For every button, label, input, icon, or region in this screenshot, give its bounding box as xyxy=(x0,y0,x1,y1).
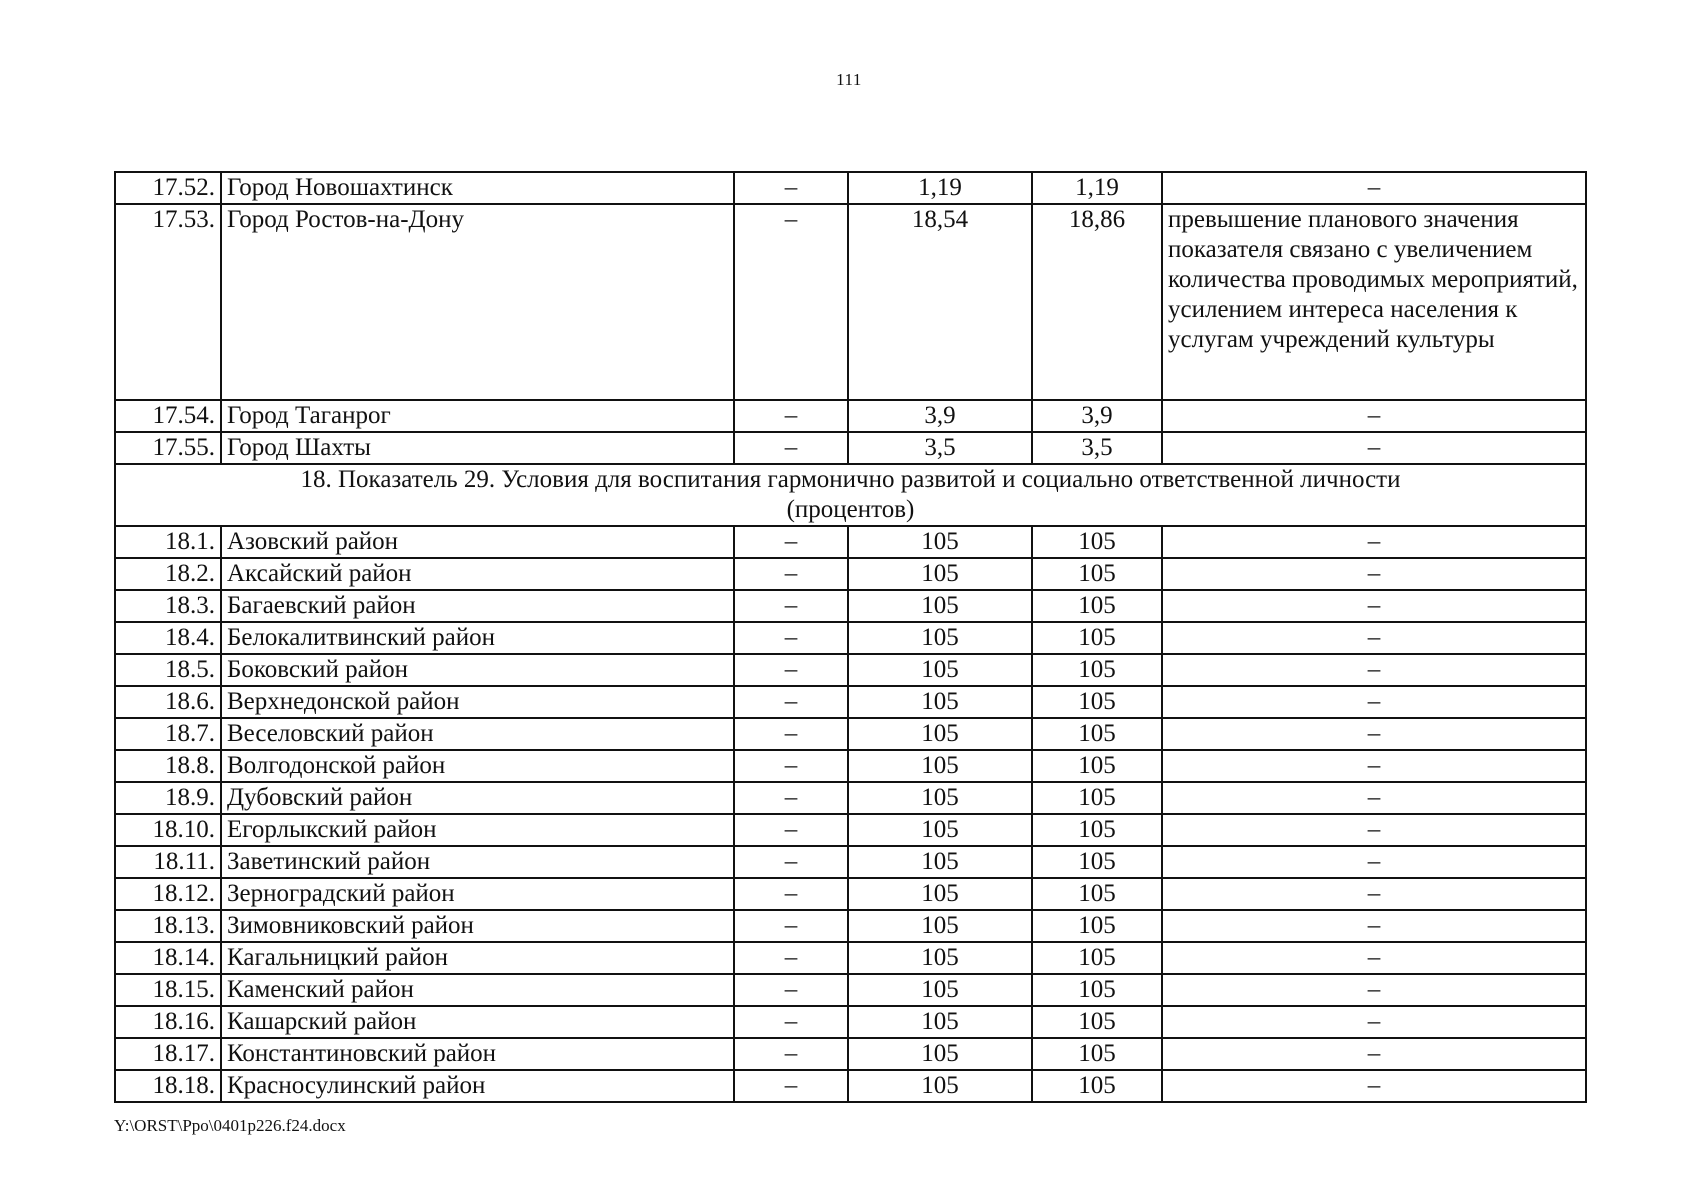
row-number: 18.14. xyxy=(115,942,221,974)
table-row xyxy=(115,686,1586,718)
row-territory: Зерноградский район xyxy=(221,878,734,910)
row-fact-value: 105 xyxy=(1032,1070,1162,1102)
file-path-footer: Y:\ORST\Ppo\0401p226.f24.docx xyxy=(114,1116,346,1135)
row-plan-value: 3,9 xyxy=(848,400,1032,432)
row-number: 18.3. xyxy=(115,590,221,622)
row-note: – xyxy=(1162,558,1586,590)
row-territory: Заветинский район xyxy=(221,846,734,878)
row-territory: Красносулинский район xyxy=(221,1070,734,1102)
row-plan-value: 105 xyxy=(848,910,1032,942)
row-base-value: – xyxy=(734,654,848,686)
row-note: – xyxy=(1162,622,1586,654)
row-plan-value: 105 xyxy=(848,622,1032,654)
row-fact-value: 105 xyxy=(1032,942,1162,974)
table-row xyxy=(115,526,1586,558)
row-base-value: – xyxy=(734,750,848,782)
row-territory: Азовский район xyxy=(221,526,734,558)
table-body-top xyxy=(115,172,1586,464)
row-fact-value: 105 xyxy=(1032,718,1162,750)
row-base-value: – xyxy=(734,846,848,878)
row-plan-value: 105 xyxy=(848,590,1032,622)
table-row xyxy=(115,718,1586,750)
table-row xyxy=(115,974,1586,1006)
row-base-value: – xyxy=(734,1070,848,1102)
row-number: 18.5. xyxy=(115,654,221,686)
table-row xyxy=(115,782,1586,814)
row-territory: Волгодонской район xyxy=(221,750,734,782)
row-number: 18.9. xyxy=(115,782,221,814)
row-note: – xyxy=(1162,432,1586,464)
row-territory: Аксайский район xyxy=(221,558,734,590)
row-note: – xyxy=(1162,1038,1586,1070)
table-row xyxy=(115,910,1586,942)
row-note: – xyxy=(1162,1070,1586,1102)
row-plan-value: 1,19 xyxy=(848,172,1032,204)
row-plan-value: 105 xyxy=(848,974,1032,1006)
row-number: 18.16. xyxy=(115,1006,221,1038)
row-number: 17.55. xyxy=(115,432,221,464)
row-number: 18.8. xyxy=(115,750,221,782)
row-plan-value: 105 xyxy=(848,558,1032,590)
table-row xyxy=(115,878,1586,910)
row-fact-value: 105 xyxy=(1032,558,1162,590)
table-row xyxy=(115,622,1586,654)
row-territory: Егорлыкский район xyxy=(221,814,734,846)
row-number: 18.12. xyxy=(115,878,221,910)
row-base-value: – xyxy=(734,974,848,1006)
row-fact-value: 105 xyxy=(1032,910,1162,942)
row-fact-value: 18,86 xyxy=(1032,204,1162,400)
row-fact-value: 105 xyxy=(1032,878,1162,910)
row-number: 18.10. xyxy=(115,814,221,846)
row-fact-value: 105 xyxy=(1032,846,1162,878)
page-number: 111 xyxy=(836,70,862,89)
row-territory: Константиновский район xyxy=(221,1038,734,1070)
table-row xyxy=(115,1070,1586,1102)
row-number: 18.11. xyxy=(115,846,221,878)
table-body-bottom xyxy=(115,526,1586,1102)
row-plan-value: 3,5 xyxy=(848,432,1032,464)
row-plan-value: 105 xyxy=(848,846,1032,878)
row-number: 18.13. xyxy=(115,910,221,942)
row-fact-value: 105 xyxy=(1032,622,1162,654)
table-row xyxy=(115,814,1586,846)
row-base-value: – xyxy=(734,172,848,204)
row-note: превышение планового значения показателя связано с увеличением количества проводимых мероприятий, усилением интереса населения к услугам учреждений культуры xyxy=(1162,204,1586,400)
row-base-value: – xyxy=(734,526,848,558)
row-territory: Город Ростов-на-Дону xyxy=(221,204,734,400)
row-number: 18.17. xyxy=(115,1038,221,1070)
row-base-value: – xyxy=(734,1006,848,1038)
row-base-value: – xyxy=(734,814,848,846)
row-territory: Кагальницкий район xyxy=(221,942,734,974)
table-row xyxy=(115,590,1586,622)
row-note: – xyxy=(1162,526,1586,558)
row-territory: Каменский район xyxy=(221,974,734,1006)
row-base-value: – xyxy=(734,400,848,432)
row-number: 18.18. xyxy=(115,1070,221,1102)
row-number: 18.2. xyxy=(115,558,221,590)
row-base-value: – xyxy=(734,718,848,750)
row-territory: Багаевский район xyxy=(221,590,734,622)
row-fact-value: 105 xyxy=(1032,1038,1162,1070)
row-base-value: – xyxy=(734,1038,848,1070)
section-row xyxy=(115,464,1586,526)
row-note: – xyxy=(1162,1006,1586,1038)
row-fact-value: 105 xyxy=(1032,814,1162,846)
row-base-value: – xyxy=(734,558,848,590)
row-base-value: – xyxy=(734,782,848,814)
table-row xyxy=(115,400,1586,432)
row-fact-value: 105 xyxy=(1032,750,1162,782)
row-number: 18.4. xyxy=(115,622,221,654)
row-number: 18.7. xyxy=(115,718,221,750)
row-plan-value: 105 xyxy=(848,878,1032,910)
row-territory: Город Шахты xyxy=(221,432,734,464)
row-base-value: – xyxy=(734,204,848,400)
row-plan-value: 105 xyxy=(848,526,1032,558)
row-territory: Белокалитвинский район xyxy=(221,622,734,654)
row-fact-value: 1,19 xyxy=(1032,172,1162,204)
row-note: – xyxy=(1162,942,1586,974)
row-number: 18.15. xyxy=(115,974,221,1006)
row-fact-value: 3,9 xyxy=(1032,400,1162,432)
row-note: – xyxy=(1162,846,1586,878)
row-number: 17.54. xyxy=(115,400,221,432)
row-fact-value: 105 xyxy=(1032,526,1162,558)
row-note: – xyxy=(1162,910,1586,942)
row-base-value: – xyxy=(734,432,848,464)
table-row xyxy=(115,750,1586,782)
table-row xyxy=(115,204,1586,400)
row-number: 17.53. xyxy=(115,204,221,400)
row-note: – xyxy=(1162,590,1586,622)
row-base-value: – xyxy=(734,942,848,974)
row-territory: Верхнедонской район xyxy=(221,686,734,718)
section-title: 18. Показатель 29. Условия для воспитания гармонично развитой и социально ответственной личности (процентов) xyxy=(115,464,1586,526)
row-note: – xyxy=(1162,878,1586,910)
row-note: – xyxy=(1162,782,1586,814)
row-base-value: – xyxy=(734,622,848,654)
row-fact-value: 3,5 xyxy=(1032,432,1162,464)
row-plan-value: 105 xyxy=(848,782,1032,814)
row-plan-value: 105 xyxy=(848,942,1032,974)
row-note: – xyxy=(1162,400,1586,432)
row-note: – xyxy=(1162,686,1586,718)
table-row xyxy=(115,172,1586,204)
row-plan-value: 105 xyxy=(848,654,1032,686)
table-row xyxy=(115,942,1586,974)
row-plan-value: 105 xyxy=(848,750,1032,782)
row-note: – xyxy=(1162,718,1586,750)
row-note: – xyxy=(1162,654,1586,686)
row-territory: Дубовский район xyxy=(221,782,734,814)
row-plan-value: 105 xyxy=(848,814,1032,846)
row-plan-value: 105 xyxy=(848,1006,1032,1038)
row-note: – xyxy=(1162,814,1586,846)
row-base-value: – xyxy=(734,590,848,622)
row-plan-value: 105 xyxy=(848,718,1032,750)
section-header xyxy=(115,464,1586,526)
row-plan-value: 18,54 xyxy=(848,204,1032,400)
table-row xyxy=(115,654,1586,686)
row-territory: Зимовниковский район xyxy=(221,910,734,942)
row-territory: Веселовский район xyxy=(221,718,734,750)
row-fact-value: 105 xyxy=(1032,974,1162,1006)
row-note: – xyxy=(1162,750,1586,782)
table-row xyxy=(115,846,1586,878)
row-number: 18.1. xyxy=(115,526,221,558)
table-row xyxy=(115,558,1586,590)
row-note: – xyxy=(1162,172,1586,204)
table-row xyxy=(115,1038,1586,1070)
row-base-value: – xyxy=(734,910,848,942)
row-territory: Город Новошахтинск xyxy=(221,172,734,204)
row-number: 18.6. xyxy=(115,686,221,718)
row-fact-value: 105 xyxy=(1032,1006,1162,1038)
row-fact-value: 105 xyxy=(1032,686,1162,718)
indicator-table xyxy=(114,171,1587,1103)
row-plan-value: 105 xyxy=(848,1038,1032,1070)
table-row xyxy=(115,1006,1586,1038)
row-note: – xyxy=(1162,974,1586,1006)
row-plan-value: 105 xyxy=(848,686,1032,718)
table-row xyxy=(115,432,1586,464)
row-base-value: – xyxy=(734,686,848,718)
row-fact-value: 105 xyxy=(1032,654,1162,686)
row-base-value: – xyxy=(734,878,848,910)
row-territory: Город Таганрог xyxy=(221,400,734,432)
row-territory: Кашарский район xyxy=(221,1006,734,1038)
row-fact-value: 105 xyxy=(1032,590,1162,622)
row-fact-value: 105 xyxy=(1032,782,1162,814)
row-territory: Боковский район xyxy=(221,654,734,686)
row-plan-value: 105 xyxy=(848,1070,1032,1102)
row-number: 17.52. xyxy=(115,172,221,204)
